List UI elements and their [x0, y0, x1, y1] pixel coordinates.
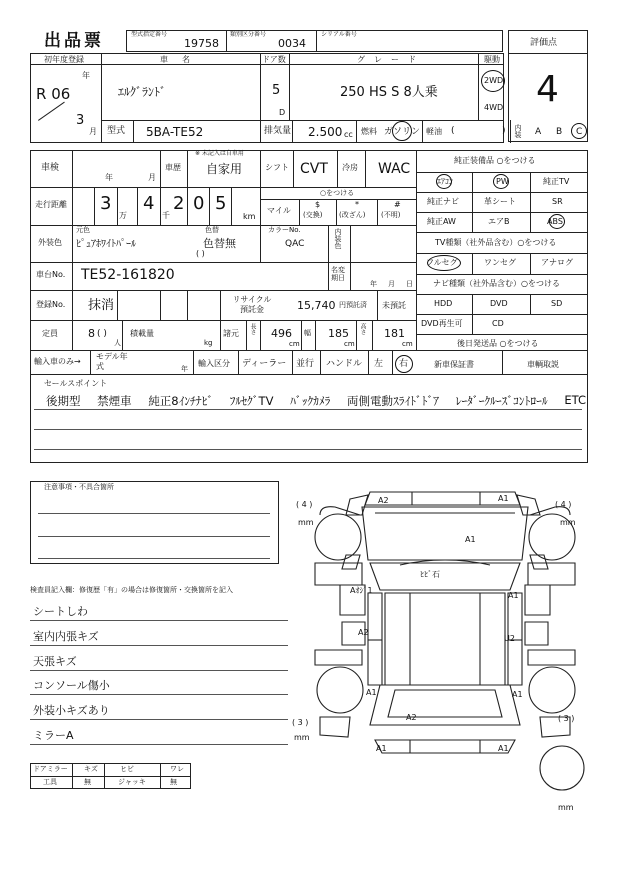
- navi-cd: CD: [492, 319, 504, 328]
- shift-label: シフト: [265, 163, 289, 172]
- cooler: WAC: [378, 161, 411, 177]
- equip-pw: PW: [496, 177, 509, 186]
- sales-item: ETC: [564, 393, 586, 407]
- damage-label-rear-bumper-r: A1: [498, 744, 509, 753]
- damage-label-left-front-door: Aｵｼﾞ1: [350, 586, 373, 595]
- inspector-entry: 外装小キズあり: [33, 704, 110, 717]
- sales-item: ﾚｰﾀﾞｰｸﾙｰｽﾞｺﾝﾄﾛｰﾙ: [455, 394, 548, 408]
- interior-label: 内装: [514, 124, 522, 138]
- cooler-label: 冷房: [342, 163, 358, 172]
- car-name: ｴﾙｸﾞﾗﾝﾄﾞ: [118, 85, 167, 99]
- damage-label-glass: ﾋﾋﾞ石: [420, 570, 440, 579]
- mile-label: マイル: [267, 206, 291, 215]
- interior-a: A: [535, 127, 542, 137]
- equip-navi: 純正ナビ: [427, 197, 459, 206]
- grade: 250 HS S 8人乗: [340, 85, 438, 100]
- damage-label-hood: A1: [465, 535, 476, 544]
- sales-item: 禁煙車: [97, 394, 132, 408]
- height: 181: [384, 327, 405, 340]
- drive-4wd: 4WD: [484, 103, 504, 112]
- svg-text:mm: mm: [294, 733, 310, 742]
- svg-text:mm: mm: [560, 518, 576, 527]
- inspector-title: 検査員記入欄：修復歴「有」の場合は修復箇所・交換箇所を記入: [30, 586, 233, 594]
- equip-abs: ABS: [547, 217, 563, 226]
- month-suffix: 月: [89, 127, 97, 136]
- use-label: 車歴: [165, 163, 181, 172]
- fuel-circle: [392, 121, 412, 141]
- sales-item: ﾌﾙｾｸﾞTV: [229, 394, 274, 408]
- handle-right-circle: [395, 355, 413, 373]
- mileage-digit-5: 5: [215, 193, 227, 214]
- first-reg-month: 3: [76, 113, 85, 128]
- width: 185: [328, 327, 349, 340]
- sales-point-label: セールスポイント: [44, 379, 108, 388]
- interior-c: C: [576, 127, 583, 137]
- drive-label: 駆動: [484, 55, 500, 64]
- sales-point-items: [46, 393, 586, 409]
- drive-2wd-circle: [481, 70, 505, 92]
- damage-label-right-rear-door: U2: [504, 634, 515, 643]
- door-type: D: [279, 108, 286, 117]
- chassis-label: 車台No.: [36, 270, 66, 279]
- mileage-digit-1: 3: [100, 193, 112, 214]
- damage-label-rear-bumper-l: A1: [376, 744, 387, 753]
- equip-aw: 純正AW: [427, 217, 456, 226]
- displacement: 2.500: [308, 125, 343, 139]
- shift: CVT: [300, 161, 328, 177]
- vehicle-use: 自家用: [206, 162, 243, 176]
- import-dealer: ディーラー: [242, 359, 287, 369]
- color-label: 外装色: [38, 238, 62, 247]
- displacement-label: 排気量: [264, 126, 292, 136]
- class-no-label: 類別区分番号: [230, 31, 267, 38]
- load-label: 積載量: [130, 329, 154, 338]
- mileage-digit-2: 4: [143, 193, 155, 214]
- length: 496: [271, 327, 292, 340]
- reg-number: 抹消: [88, 298, 115, 313]
- type-no: 19758: [184, 37, 219, 50]
- capacity-label: 定員: [42, 329, 58, 338]
- damage-label-front-bumper-l: A2: [378, 496, 389, 505]
- equip-airbag: エアB: [488, 217, 510, 226]
- damage-label-right-front-door: A1: [508, 591, 519, 600]
- tv-analog: アナログ: [541, 258, 573, 267]
- svg-text:( 4 ): ( 4 ): [296, 500, 313, 509]
- damage-label-right-quarter: A1: [512, 690, 523, 699]
- year-suffix: 年: [82, 71, 90, 80]
- svg-text:( 4 ): ( 4 ): [555, 500, 572, 509]
- sales-item: 純正8ｲﾝﾁﾅﾋﾞ: [148, 394, 214, 408]
- form-title: 出品票: [44, 31, 104, 51]
- sales-item: ﾊﾞｯｸｶﾒﾗ: [290, 394, 331, 408]
- inspection-label: 車検: [41, 163, 60, 173]
- mileage-digit-4: 0: [193, 193, 205, 214]
- notes-title: 注意事項・不具合箇所: [44, 483, 114, 491]
- color-change: 色替無: [203, 237, 236, 250]
- fuel-label: 燃料: [361, 127, 377, 136]
- handle-left: 左: [374, 359, 384, 369]
- first-reg-era: R 06: [36, 85, 71, 103]
- eval-label: 評価点: [530, 38, 558, 48]
- damage-label-left-rear-door: A2: [358, 628, 369, 637]
- reg-label: 登録No.: [36, 300, 66, 309]
- svg-text:mm: mm: [298, 518, 314, 527]
- original-color: ﾋﾟｭｱﾎﾜｲﾄﾊﾟｰﾙ: [76, 239, 136, 250]
- navi-sd: SD: [551, 299, 563, 308]
- navi-header: ナビ種類（社外品含む）○をつける: [433, 279, 560, 288]
- model: 5BA-TE52: [146, 125, 204, 139]
- id-number-box: [126, 30, 503, 52]
- tv-oneseg: ワンセグ: [484, 258, 516, 267]
- light-oil-label: 軽油: [426, 127, 442, 136]
- equip-tv: 純正TV: [543, 177, 570, 186]
- car-name-label: 車名: [160, 55, 204, 64]
- mileage-digit-3: 2: [173, 193, 185, 214]
- navi-dvd: DVD: [490, 299, 508, 308]
- color-code: QAC: [285, 239, 305, 249]
- equipment-header: 純正装備品 ○をつける: [454, 156, 536, 165]
- fuel-gasoline: ガソリン: [384, 127, 421, 137]
- equip-leather: 革シート: [484, 197, 516, 206]
- drive-2wd: 2WD: [484, 76, 504, 85]
- inspection-note: ※ 未記入は自車用: [195, 150, 244, 157]
- handle-right: 右: [399, 359, 409, 369]
- recycle-fee: 15,740: [297, 299, 336, 312]
- sales-item: 後期型: [46, 394, 81, 408]
- door-count: 5: [272, 83, 281, 98]
- notes-box: [30, 481, 279, 564]
- grade-label: グレード: [357, 55, 425, 64]
- damage-label-front-bumper-r: A1: [498, 494, 509, 503]
- class-no: 0034: [278, 37, 306, 50]
- unit-mark-instruction: ○をつける: [320, 189, 355, 197]
- docs-header: 後日発送品 ○をつける: [457, 339, 539, 348]
- doc-manual: 車輌取説: [527, 360, 559, 369]
- tv-fullseg: フルセグ: [426, 258, 458, 267]
- evaluation-score: 4: [536, 69, 559, 110]
- navi-hdd: HDD: [434, 299, 453, 308]
- inspector-entry: シートしわ: [33, 605, 88, 618]
- inspector-entry: 室内内張キズ: [33, 630, 99, 643]
- sales-item: 両側電動ｽﾗｲﾄﾞﾄﾞｱ: [347, 394, 440, 408]
- first-reg-label: 初年度登録: [44, 55, 84, 64]
- import-parallel: 並行: [296, 359, 315, 369]
- serial-label: シリアル番号: [321, 31, 357, 38]
- doc-warranty: 新車保証書: [434, 360, 474, 369]
- equip-aircon: ｴｱｺﾝ: [437, 177, 453, 186]
- doors-label: ドア数: [262, 55, 286, 64]
- import-label: 輸入車のみ→: [34, 357, 81, 366]
- cc-unit: cc: [344, 130, 353, 139]
- interior-c-circle: [571, 123, 587, 139]
- capacity: 8: [88, 327, 95, 340]
- mileage-label: 走行距離: [35, 200, 67, 209]
- svg-text:( 3 ): ( 3 ): [558, 714, 575, 723]
- paren-open: (: [451, 126, 455, 136]
- equip-sr: SR: [552, 197, 563, 206]
- car-damage-diagram: [290, 485, 600, 815]
- inspector-entry: ミラーA: [33, 729, 74, 742]
- navi-dvd-player: DVD再生可: [421, 319, 463, 328]
- damage-label-back-door: A2: [406, 713, 417, 722]
- damage-label-left-quarter: A1: [366, 688, 377, 697]
- inspector-entry: 天張キズ: [33, 655, 77, 668]
- svg-text:( 3 ): ( 3 ): [292, 718, 309, 727]
- paren-close: ): [502, 126, 506, 136]
- interior-b: B: [556, 127, 563, 137]
- model-label: 型式: [107, 126, 126, 136]
- chassis-number: TE52-161820: [81, 267, 175, 283]
- type-no-label: 型式指定番号: [131, 31, 168, 38]
- svg-text:mm: mm: [558, 803, 574, 812]
- inspector-entry: コンソール傷小: [33, 679, 110, 692]
- tv-header: TV種類（社外品含む）○をつける: [435, 238, 557, 247]
